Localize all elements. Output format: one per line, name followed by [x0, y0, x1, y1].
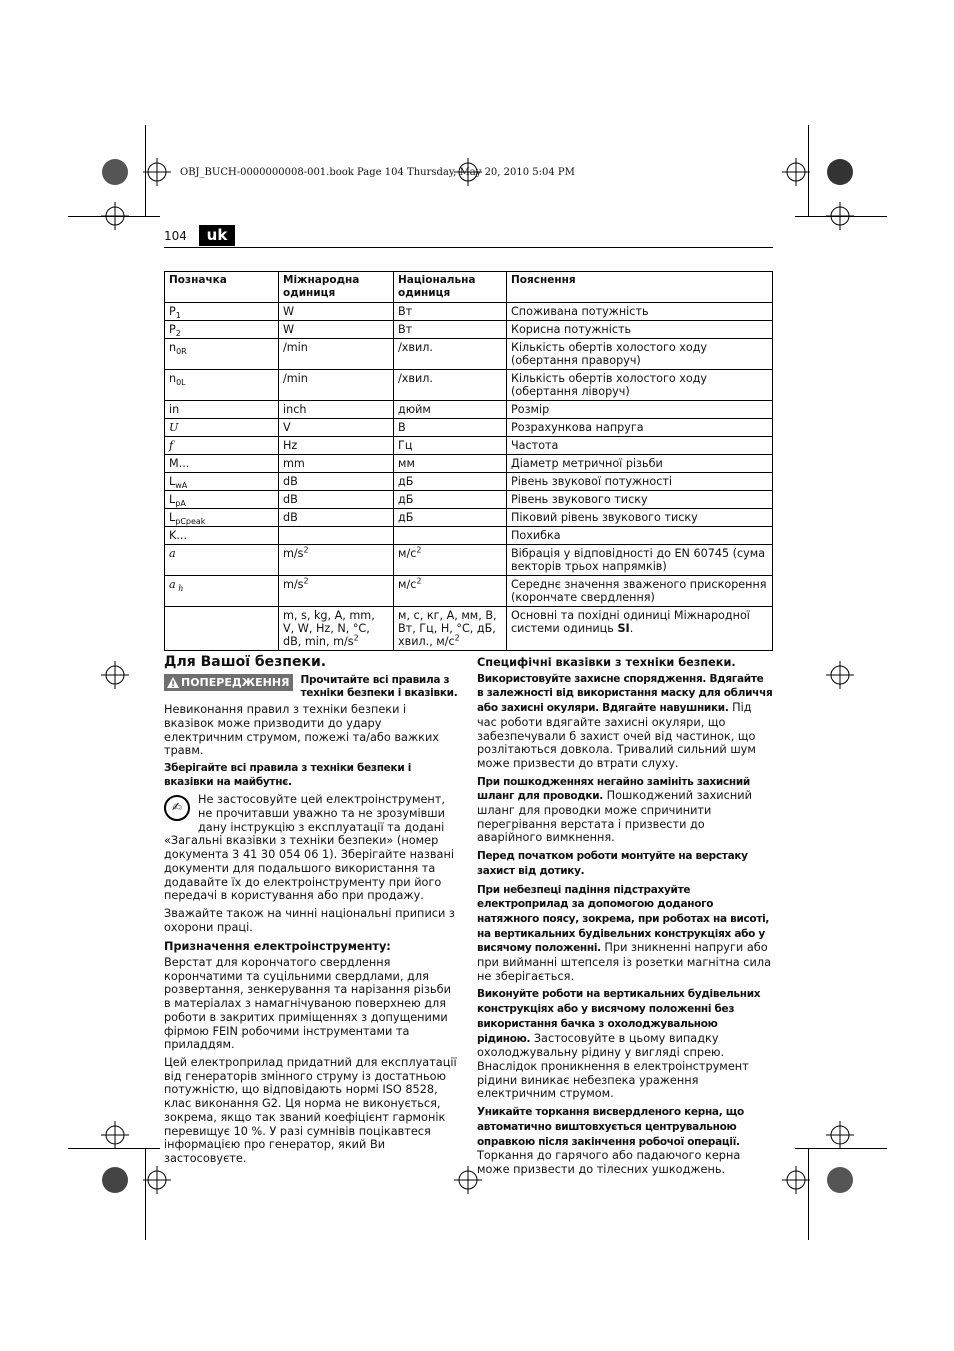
paragraph: ✍ Не застосовуйте цей електроінструмент, не прочитавши уважно та не зрозумівши дану інструкцію з експлуатації та додані «Загальні вказівки з техніки безпеки» (номер документа 3 41 30 054 06 1). Зберігайте названі документи для подальшого використання та додавайте їх до електроінструменту при його передачі в користування або при продажу. — [164, 793, 455, 903]
table-header-row — [165, 272, 773, 303]
language-badge: uk — [199, 225, 235, 246]
table-row: $P_2$ W Вт Корисна потужність — [165, 321, 773, 339]
table-row: $P_1$ W Вт Споживана потужність — [165, 303, 773, 321]
table-row: $L_{wA}$ dB дБ Рівень звукової потужності — [165, 473, 773, 491]
table-header-cell: Національна одиниця — [394, 272, 507, 303]
units-table — [164, 271, 773, 651]
table-row: U V В Розрахункова напруга — [165, 419, 773, 437]
paragraph: При небезпеці падіння підстрахуйте електроприлад за допомогою доданого натяжного поясу, зокрема, при роботах на висоті, на вертикальних будівельних конструкціях або у висячому положенні. При зникненні напруги або при вийманні штепселя із розетки магнітна сила не зберігається. — [477, 883, 771, 983]
subsection-title: Призначення електроінструменту: — [164, 940, 391, 954]
table-row: m, s, kg, A, mm, V, W, Hz, N, °C, dB, min, $m/s^2$ м, с, кг, А, мм, В, Вт, Гц, Н, °C, дБ, хвил., $м/с^2$ Основні та похідні одиниці Міжнародної системи одиниць SI. — [165, 607, 773, 651]
paragraph: Використовуйте захисне спорядження. Вдягайте в залежності від використання маску для обличчя або захисні окуляри. Вдягайте навушники. Під час роботи вдягайте захисні окуляри, що забезпечували б захист очей від частинок, що розлітаються довкола. Тривалий сильний шум може призвести до втрати слуху. — [477, 672, 773, 770]
table-row: $L_{pA}$ dB дБ Рівень звукового тиску — [165, 491, 773, 509]
paragraph: Перед початком роботи монтуйте на верстаку захист від дотику. — [477, 850, 748, 877]
table-row: $n_{0L}$ /min /хвил. Кількість обертів холостого ходу (обертання ліворуч) — [165, 370, 773, 401]
table-row: in inch дюйм Розмір — [165, 401, 773, 419]
table-row: K... Похибка — [165, 527, 773, 545]
paragraph: Виконуйте роботи на вертикальних будівельних конструкціях або у висячому положенні без використання бачка з охолоджувальною рідиною. Застосовуйте в цьому випадку охолоджувальну рідину у вигляді спрею. Внаслідок проникнення в електроінструмент рідини виникає небезпека ураження електричним струмом. — [477, 988, 761, 1101]
paragraph: Цей електроприлад придатний для експлуатації від генераторів змінного струму із достатньою потужністю, що відповідають нормі ISO 8528, клас виконання G2. Ця норма не виконується, зокрема, якщо так званий коефіцієнт гармонік перевищує 10 %. У разі сумнівів поцікавтеся інформацією про генератор, який Ви застосовуєте. — [164, 1055, 457, 1165]
table-header-cell: Пояснення — [507, 272, 773, 303]
section-title: Специфічні вказівки з техніки безпеки. — [477, 656, 736, 669]
print-file-info: OBJ_BUCH-0000000008-001.book Page 104 Thursday, May 20, 2010 5:04 PM — [180, 167, 575, 178]
section-title: Для Вашої безпеки. — [164, 654, 327, 670]
paragraph: Уникайте торкання висвердленого керна, що автоматично виштовхується центрувальною оправкою після закінчення робочої операції. Торкання до гарячого або падаючого керна може призвести до тілесних ушкоджень. — [477, 1106, 744, 1176]
paragraph: Верстат для корончатого свердлення корончатими та суцільними свердлами, для розвертання, зенкерування та нарізання різьби в матеріалах з намагнічуваною поверхнею для роботи в закритих приміщеннях з допущеними фірмою FEIN робочими інструментами та приладдям. — [164, 956, 451, 1052]
table-row: $n_{0R}$ /min /хвил. Кількість обертів холостого ходу (обертання праворуч) — [165, 339, 773, 370]
table-row: a $_h$ $m/s^2$ $м/с^2$ Середнє значення зваженого прискорення (корончате свердлення) — [165, 576, 773, 607]
paragraph: Невиконання правил з техніки безпеки і вказівок може призводити до удару електричним струмом, пожежі та/або важких травм. — [164, 703, 439, 758]
warning-text: Прочитайте всі правила з техніки безпеки і вказівки. — [300, 673, 458, 700]
left-column — [164, 656, 459, 1170]
warning-triangle-icon: ! — [167, 677, 179, 688]
paragraph: При пошкодженнях негайно замініть захисний шланг для проводки. Пошкоджений захисний шланг для проводки може спричинити перегрівання верстата і призвести до аварійного вимкнення. — [477, 775, 752, 845]
read-manual-icon: ✍ — [164, 795, 190, 821]
table-row: a $m/s^2$ $м/с^2$ Вібрація у відповідності до EN 60745 (сума векторів трьох напрямків) — [165, 545, 773, 576]
table-row: M... mm мм Діаметр метричної різьби — [165, 455, 773, 473]
warning-badge: ! ПОПЕРЕДЖЕННЯ — [164, 674, 293, 691]
warning-block — [164, 674, 459, 701]
table-row: $L_{pCpeak}$ dB дБ Піковий рівень звукового тиску — [165, 509, 773, 527]
table-row: f Hz Гц Частота — [165, 437, 773, 455]
page-number: 104 — [164, 229, 187, 243]
table-header-cell: Позначка — [165, 272, 279, 303]
header-rule — [164, 247, 773, 248]
table-header-cell: Міжнародна одиниця — [279, 272, 394, 303]
right-column — [477, 656, 773, 1181]
paragraph: Зважайте також на чинні національні приписи з охорони праці. — [164, 906, 455, 934]
paragraph-bold: Зберігайте всі правила з техніки безпеки і вказівки на майбутнє. — [164, 761, 412, 788]
